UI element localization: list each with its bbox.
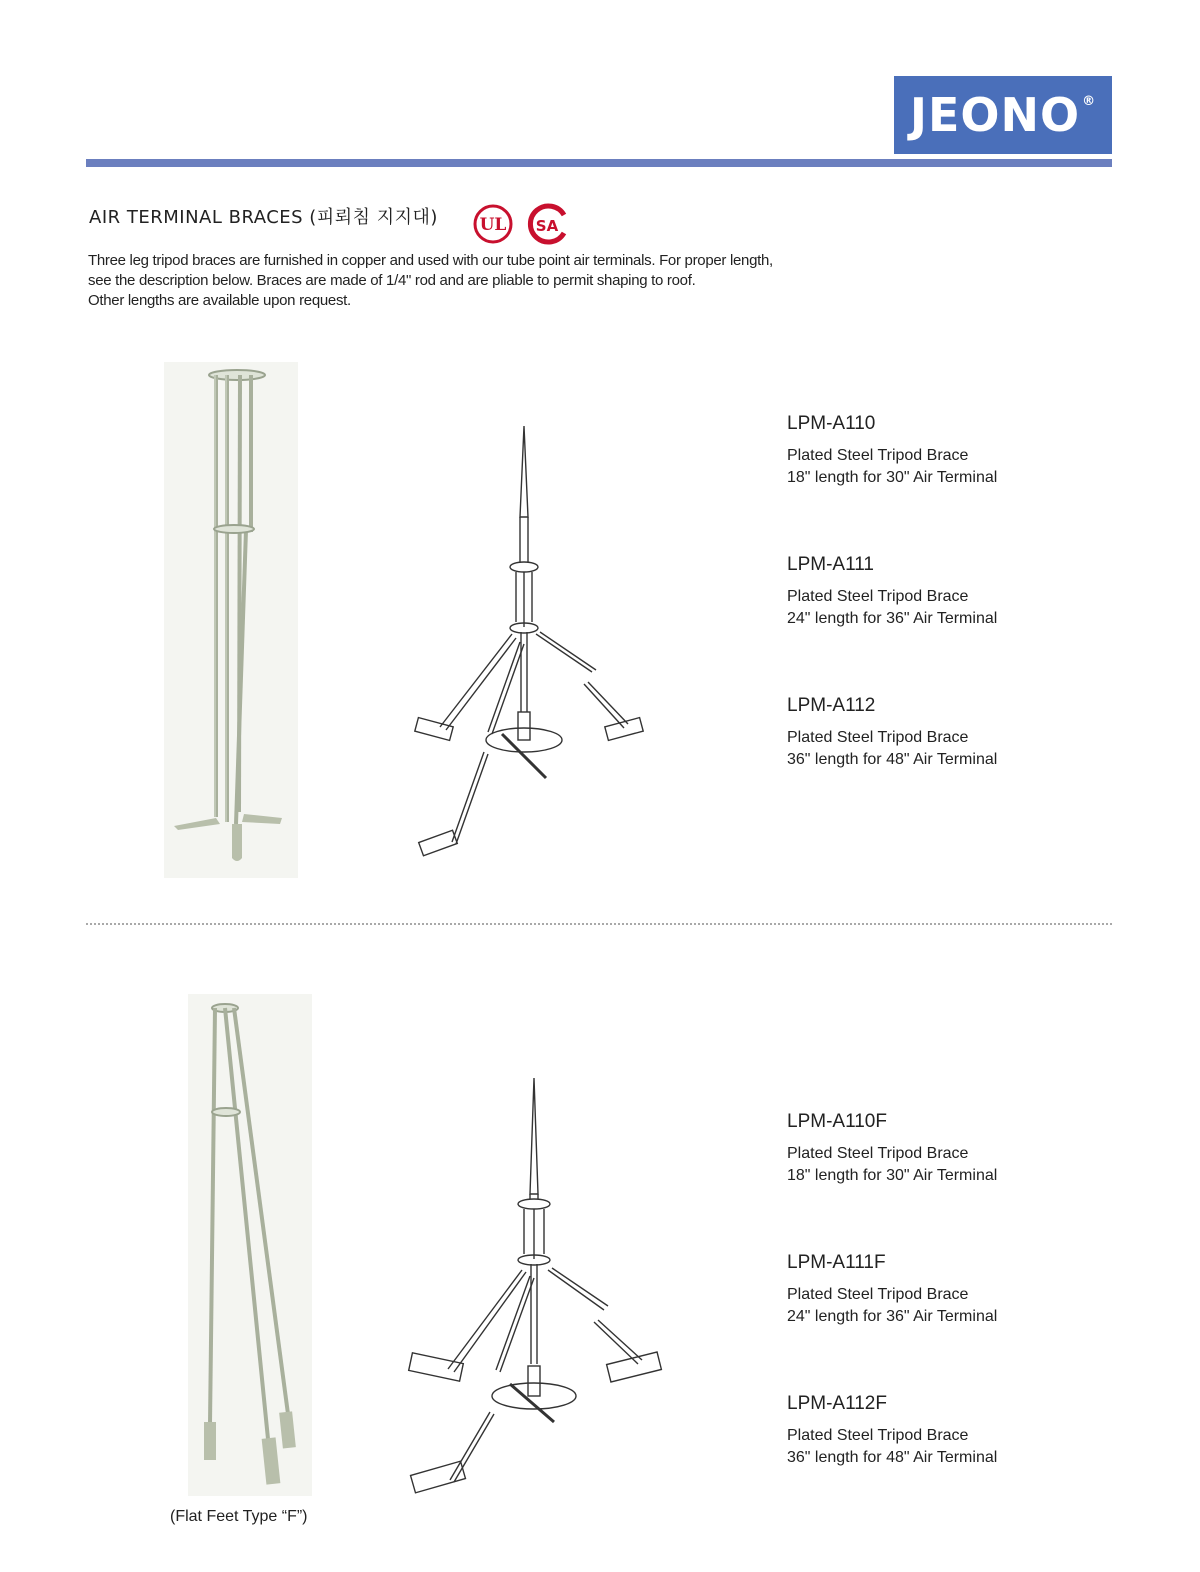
product-lpm-a111 <box>787 554 997 630</box>
product-code: LPM-A111 <box>787 554 874 575</box>
flat-feet-brace-photo <box>188 994 312 1496</box>
product-name: Plated Steel Tripod Brace <box>787 1286 969 1303</box>
page-title: AIR TERMINAL BRACES (피뢰침 지지대) <box>89 207 438 228</box>
product-code: LPM-A110F <box>787 1111 887 1132</box>
flat-feet-caption: (Flat Feet Type “F”) <box>170 1508 308 1525</box>
intro-line: Other lengths are available upon request. <box>88 292 351 309</box>
brand-name: JEONO <box>909 88 1081 142</box>
product-lpm-a112f <box>787 1393 997 1469</box>
product-name: Plated Steel Tripod Brace <box>787 1145 969 1162</box>
product-spec: 18" length for 30" Air Terminal <box>787 469 998 486</box>
tripod-brace-image <box>164 362 298 878</box>
product-lpm-a110 <box>787 413 997 489</box>
product-code: LPM-A112 <box>787 695 876 716</box>
brand-logo <box>894 76 1112 154</box>
product-lpm-a111f <box>787 1252 997 1328</box>
product-lpm-a110f <box>787 1111 997 1187</box>
flat-feet-brace-drawing <box>406 1074 668 1498</box>
product-spec: 18" length for 30" Air Terminal <box>787 1167 998 1184</box>
product-spec: 36" length for 48" Air Terminal <box>787 1449 998 1466</box>
ul-label: UL <box>479 215 507 235</box>
product-name: Plated Steel Tripod Brace <box>787 1427 969 1444</box>
ul-certification-icon <box>472 203 514 245</box>
section-divider <box>86 923 1112 925</box>
product-name: Plated Steel Tripod Brace <box>787 447 969 464</box>
intro-text <box>88 251 848 311</box>
csa-certification-icon <box>526 203 570 245</box>
intro-line: see the description below. Braces are made of 1/4" rod and are pliable to permit shaping to roof. <box>88 272 696 289</box>
product-spec: 36" length for 48" Air Terminal <box>787 751 998 768</box>
product-name: Plated Steel Tripod Brace <box>787 729 969 746</box>
csa-label: SA <box>535 217 559 235</box>
product-code: LPM-A110 <box>787 413 876 434</box>
product-code: LPM-A112F <box>787 1393 887 1414</box>
product-spec: 24" length for 36" Air Terminal <box>787 610 998 627</box>
product-spec: 24" length for 36" Air Terminal <box>787 1308 998 1325</box>
tripod-brace-photo <box>164 362 298 878</box>
flat-feet-brace-image <box>188 994 312 1496</box>
tripod-brace-drawing <box>412 422 644 860</box>
product-lpm-a112 <box>787 695 997 771</box>
intro-line: Three leg tripod braces are furnished in copper and used with our tube point air terminals. For proper length, <box>88 252 773 269</box>
product-code: LPM-A111F <box>787 1252 886 1273</box>
product-name: Plated Steel Tripod Brace <box>787 588 969 605</box>
header-rule <box>86 159 1112 167</box>
registered-mark: ® <box>1082 93 1097 109</box>
